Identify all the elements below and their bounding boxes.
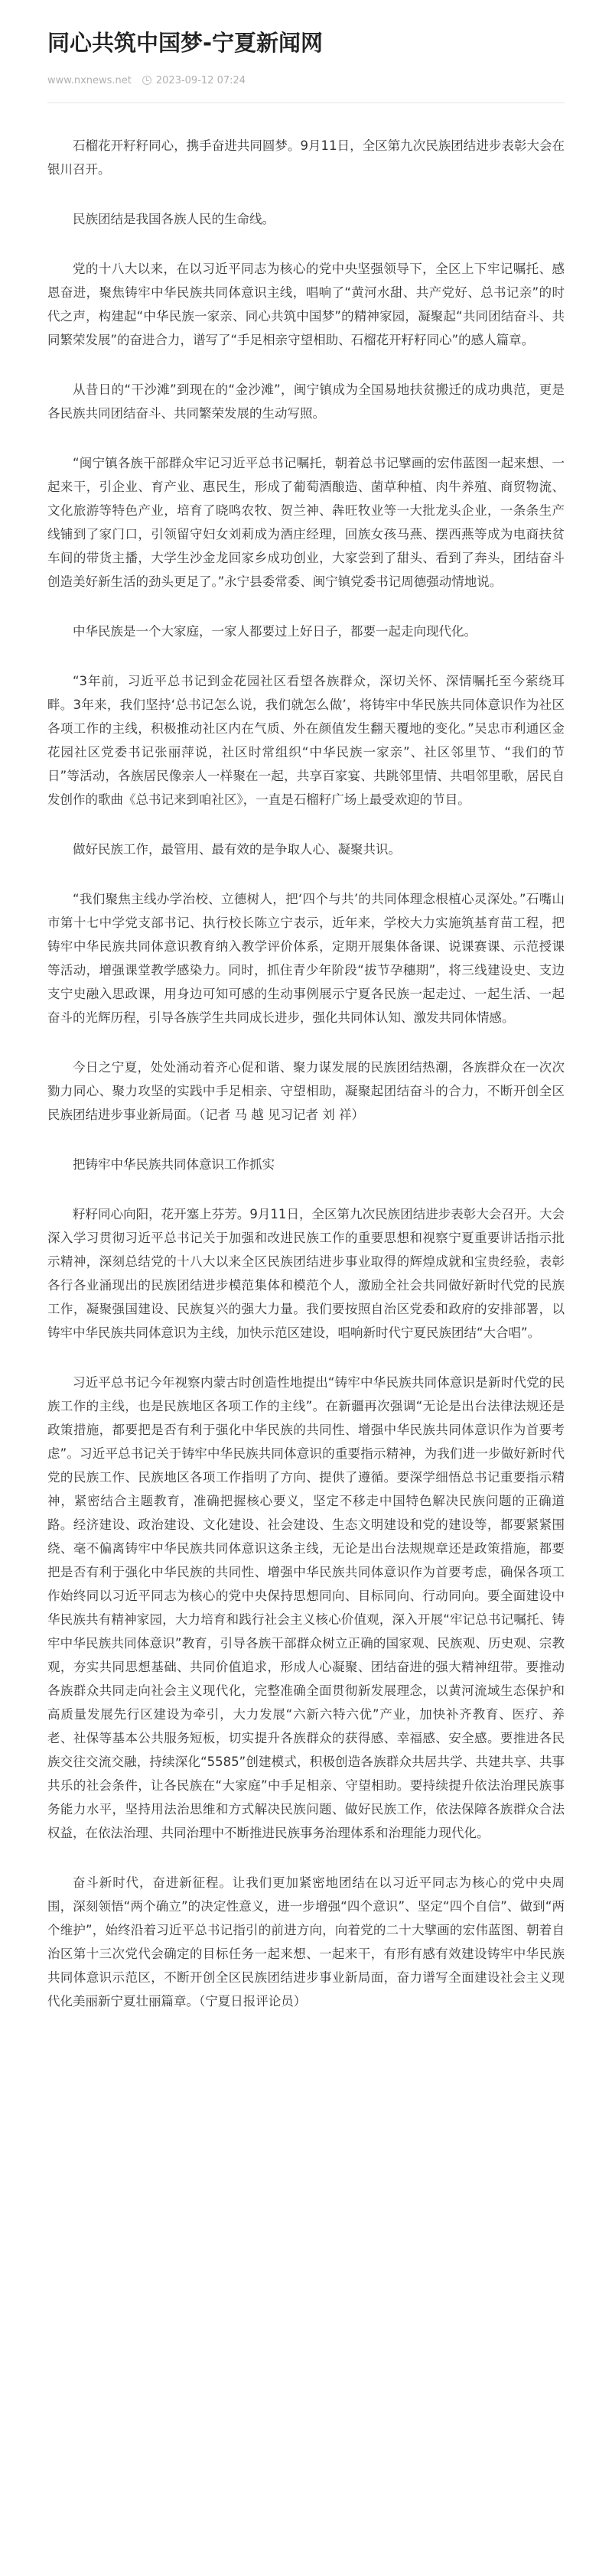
article-meta	[47, 73, 565, 87]
paragraph: 民族团结是我国各族人民的生命线。	[73, 212, 275, 226]
paragraph: 党的十八大以来，在以习近平同志为核心的党中央坚强领导下，全区上下牢记嘱托、感恩奋进，聚焦铸牢中华民族共同体意识主线，唱响了“黄河水甜、共产党好、总书记亲”的时代之声，构建起“中华民族一家亲、同心共筑中国梦”的精神家园，凝聚起“共同团结奋斗、共同繁荣发展”的奋进合力，谱写了“手足相亲守望相助、石榴花开籽籽同心”的感人篇章。	[47, 262, 565, 347]
article-title: 同心共筑中国梦-宁夏新闻网	[47, 30, 324, 56]
article-time: 2023-09-12 07:24	[155, 74, 246, 86]
paragraph: “我们聚焦主线办学治校、立德树人，把‘四个与共’的共同体理念根植心灵深处。”石嘴山市第十七中学党支部书记、执行校长陈立宁表示，近年来，学校大力实施筑基育苗工程，把铸牢中华民族共同体意识教育纳入教学评价体系，定期开展集体备课、说课赛课、示范授课等活动，增强课堂教学感染力。同时，抓住青少年阶段“拔节孕穗期”，将三线建设史、支边支宁史融入思政课，用身边可知可感的生动事例展示宁夏各民族一起走过、一起生活、一起奋斗的光辉历程，引导各族学生共同成长进步，强化共同体认知、激发共同体情感。	[47, 892, 565, 1025]
paragraph: 习近平总书记今年视察内蒙古时创造性地提出“铸牢中华民族共同体意识是新时代党的民族工作的主线，也是民族地区各项工作的主线”。在新疆再次强调“无论是出台法律法规还是政策措施，都要把是否有利于强化中华民族的共同性、增强中华民族共同体意识作为首要考虑”。习近平总书记关于铸牢中华民族共同体意识的重要指示精神，为我们进一步做好新时代党的民族工作、民族地区各项工作指明了方向、提供了遵循。要深学细悟总书记重要指示精神，紧密结合主题教育，准确把握核心要义，坚定不移走中国特色解决民族问题的正确道路。经济建设、政治建设、文化建设、社会建设、生态文明建设和党的建设等，都要紧紧围绕、毫不偏离铸牢中华民族共同体意识这条主线，无论是出台法规规章还是政策措施，都要把是否有利于强化中华民族的共同性、增强中华民族共同体意识作为首要考虑，确保各项工作始终同以习近平同志为核心的党中央保持思想同向、目标同向、行动同向。要全面建设中华民族共有精神家园，大力培育和践行社会主义核心价值观，深入开展“牢记总书记嘱托、铸牢中华民族共同体意识”教育，引导各族干部群众树立正确的国家观、民族观、历史观、宗教观，夯实共同思想基础、共同价值追求，形成人心凝聚、团结奋进的强大精神纽带。要推动各族群众共同走向社会主义现代化，完整准确全面贯彻新发展理念，以黄河流域生态保护和高质量发展先行区建设为牵引，大力发展“六新六特六优”产业，加快补齐教育、医疗、养老、社保等基本公共服务短板，切实提升各族群众的获得感、幸福感、安全感。要推进各民族交往交流交融，持续深化“5585”创建模式，积极创造各族群众共居共学、共建共享、共事共乐的社会条件，让各民族在“大家庭”中手足相亲、守望相助。要持续提升依法治理民族事务能力水平，坚持用法治思维和方式解决民族问题、做好民族工作，依法保障各族群众合法权益，在依法治理、共同治理中不断推进民族事务治理体系和治理能力现代化。	[47, 1375, 565, 1840]
article-body	[47, 134, 565, 2013]
paragraph: 做好民族工作，最管用、最有效的是争取人心、凝聚共识。	[73, 842, 401, 857]
title-divider	[47, 102, 565, 103]
clock-icon	[142, 76, 151, 85]
paragraph: 今日之宁夏，处处涌动着齐心促和谐、聚力谋发展的民族团结热潮，各族群众在一次次勠力同心、聚力攻坚的实践中手足相亲、守望相助，凝聚起团结奋斗的合力，不断开创全区民族团结进步事业新局面。（记者 马 越 见习记者 刘 祥）	[47, 1060, 565, 1122]
article-source: www.nxnews.net	[47, 74, 132, 86]
paragraph: “闽宁镇各族干部群众牢记习近平总书记嘱托，朝着总书记擘画的宏伟蓝图一起来想、一起来干，引企业、育产业、惠民生，形成了葡萄酒酿造、菌草种植、肉牛养殖、商贸物流、文化旅游等特色产业，培育了晓鸣农牧、贺兰神、犇旺牧业等一大批龙头企业，一条条生产线铺到了家门口，引领留守妇女刘莉成为酒庄经理，回族女孩马燕、摆西燕等成为电商扶贫车间的带货主播，大学生沙金龙回家乡成功创业，大家尝到了甜头、看到了奔头，团结奋斗创造美好新生活的劲头更足了。”永宁县委常委、闽宁镇党委书记周德强动情地说。	[47, 456, 565, 589]
paragraph: 籽籽同心向阳，花开塞上芬芳。9月11日，全区第九次民族团结进步表彰大会召开。大会深入学习贯彻习近平总书记关于加强和改进民族工作的重要思想和视察宁夏重要讲话指示批示精神，深刻总结党的十八大以来全区民族团结进步事业取得的辉煌成就和宝贵经验，表彰各行各业涌现出的民族团结进步模范集体和模范个人，激励全社会共同做好新时代党的民族工作，凝聚强国建设、民族复兴的强大力量。我们要按照自治区党委和政府的安排部署，以铸牢中华民族共同体意识为主线，加快示范区建设，唱响新时代宁夏民族团结“大合唱”。	[47, 1207, 565, 1340]
paragraph: 从昔日的“干沙滩”到现在的“金沙滩”，闽宁镇成为全国易地扶贫搬迁的成功典范，更是各民族共同团结奋斗、共同繁荣发展的生动写照。	[47, 382, 565, 421]
paragraph: 石榴花开籽籽同心，携手奋进共同圆梦。9月11日，全区第九次民族团结进步表彰大会在银川召开。	[47, 138, 565, 177]
paragraph: “3年前，习近平总书记到金花园社区看望各族群众，深切关怀、深情嘱托至今萦绕耳畔。3年来，我们坚持‘总书记怎么说，我们就怎么做’，将铸牢中华民族共同体意识作为社区各项工作的主线，积极推动社区内在气质、外在颜值发生翻天覆地的变化。”吴忠市利通区金花园社区党委书记张丽萍说，社区时常组织“中华民族一家亲”、社区邻里节、“我们的节日”等活动，各族居民像亲人一样聚在一起，共享百家宴、共跳邻里情、共唱邻里歌，居民自发创作的歌曲《总书记来到咱社区》，一直是石榴籽广场上最受欢迎的节目。	[47, 674, 565, 807]
paragraph: 奋斗新时代，奋进新征程。让我们更加紧密地团结在以习近平同志为核心的党中央周围，深刻领悟“两个确立”的决定性意义，进一步增强“四个意识”、坚定“四个自信”、做到“两个维护”，始终沿着习近平总书记指引的前进方向，向着党的二十大擘画的宏伟蓝图、朝着自治区第十三次党代会确定的目标任务一起来想、一起来干，有形有感有效建设铸牢中华民族共同体意识示范区，不断开创全区民族团结进步事业新局面，奋力谱写全面建设社会主义现代化美丽新宁夏壮丽篇章。（宁夏日报评论员）	[47, 1875, 565, 2008]
paragraph: 中华民族是一个大家庭，一家人都要过上好日子，都要一起走向现代化。	[73, 624, 477, 639]
section-heading: 把铸牢中华民族共同体意识工作抓实	[73, 1157, 275, 1172]
